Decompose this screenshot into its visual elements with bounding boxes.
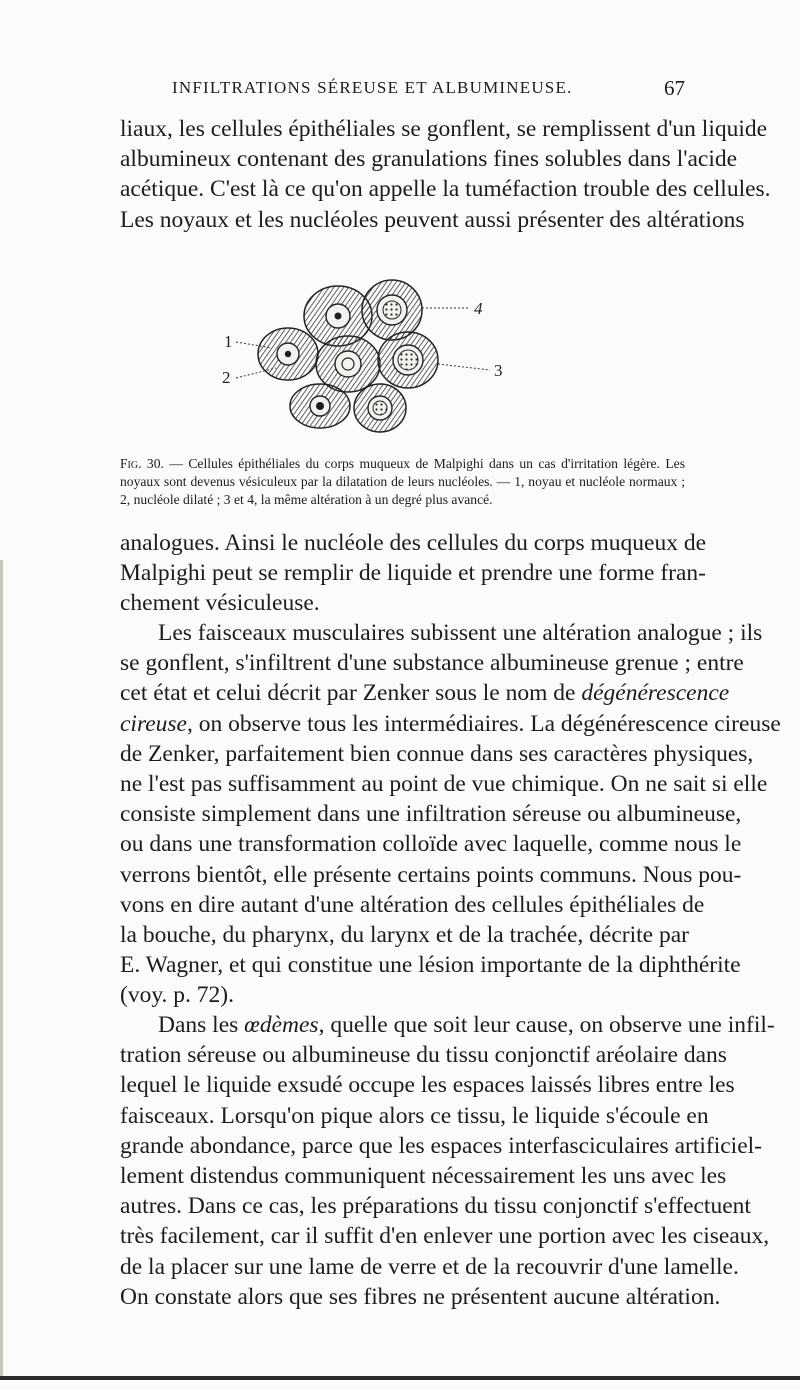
text-line: ou dans une transformation colloïde avec laquelle, comme nous le	[120, 831, 742, 858]
text-run: Dans les	[158, 1012, 245, 1038]
text-line	[120, 678, 730, 708]
text-line: acétique. C'est là ce qu'on appelle la tuméfaction trouble des cellules.	[120, 176, 771, 203]
paragraph-analogues	[120, 528, 707, 619]
running-head	[120, 78, 685, 102]
text-line: lequel le liquide exsudé occupe les espaces laissés libres entre les	[120, 1072, 735, 1099]
text-line: autres. Dans ce cas, les préparations du tissu conjonctif s'effectuent	[120, 1193, 751, 1220]
text-line: (voy. p. 72).	[120, 982, 235, 1009]
caption-line: noyaux sont devenus vésiculeux par la dilatation de leurs nucléoles. — 1, noyau et nucléole normaux ;	[120, 474, 685, 489]
caption-line	[120, 455, 685, 473]
dilated-nucleolus	[373, 401, 387, 415]
text-line: E. Wagner, et qui constitue une lésion importante de la diphthérite	[120, 952, 741, 979]
figure-label-4: 4	[474, 299, 483, 318]
text-line: se gonflent, s'infiltrent d'une substance albumineuse grenue ; entre	[120, 650, 744, 677]
page-number: 67	[664, 76, 685, 100]
text-line: analogues. Ainsi le nucléole des cellules du corps muqueux de	[120, 530, 707, 556]
italic-term: cireuse	[120, 710, 187, 737]
text-line: Les faisceaux musculaires subissent une altération analogue ; ils	[158, 620, 763, 646]
paragraph-oedemes	[120, 1010, 775, 1312]
text-line: albumineux contenant des granulations fines solubles dans l'acide	[120, 146, 738, 173]
text-line: Les noyaux et les nucléoles peuvent aussi présenter des altérations	[120, 206, 745, 233]
cell-illustration	[220, 268, 510, 438]
text-run: , on observe tous les intermédiaires. La dégénérescence cireuse	[187, 710, 781, 737]
text-line: ne l'est pas suffisamment au point de vue chimique. On ne sait si elle	[120, 771, 768, 798]
paragraph-top	[120, 114, 771, 235]
text-line: grande abondance, parce que les espaces interfasciculaires artificiel-	[120, 1132, 762, 1159]
text-line: liaux, les cellules épithéliales se gonflent, se remplissent d'un liquide	[120, 116, 768, 142]
text-run: , quelle que soit leur cause, on observe une infil-	[318, 1012, 775, 1038]
text-line: de Zenker, parfaitement bien connue dans ses caractères physiques,	[120, 740, 754, 767]
text-line: vons en dire autant d'une altération des cellules épithéliales de	[120, 891, 705, 918]
text-line: verrons bientôt, elle présente certains points communs. Nous pou-	[120, 861, 742, 888]
text-line: On constate alors que ses fibres ne présentent aucune altération.	[120, 1283, 721, 1310]
dilated-nucleolus	[342, 358, 354, 370]
text-line: très facilement, car il suffit d'en enlever une portion avec les ciseaux,	[120, 1223, 770, 1250]
paragraph-zenker	[120, 618, 781, 1011]
figure-label-3: 3	[494, 361, 503, 380]
text-line: la bouche, du pharynx, du larynx et de la trachée, décrite par	[120, 922, 689, 949]
figure-epithelial-cells	[220, 268, 510, 438]
text-line: faisceaux. Lorsqu'on pique alors ce tissu, le liquide s'écoule en	[120, 1102, 709, 1129]
page-edge-shadow	[0, 560, 3, 1376]
text-line: lement distendus communiquent nécessairement les uns avec les	[120, 1163, 727, 1190]
text-line	[120, 1010, 775, 1040]
text-line	[120, 709, 781, 739]
cell-cluster	[258, 280, 438, 432]
text-line: consiste simplement dans une infiltration séreuse ou albumineuse,	[120, 801, 742, 828]
italic-term: œdèmes	[244, 1012, 319, 1038]
running-title: INFILTRATIONS SÉREUSE ET ALBUMINEUSE.	[172, 78, 573, 97]
dilated-nucleolus	[398, 350, 418, 370]
page-bottom-edge	[0, 1376, 800, 1380]
caption-line: 2, nucléole dilaté ; 3 et 4, la même altération à un degré plus avancé.	[120, 492, 493, 507]
figure-label-2: 2	[222, 368, 231, 387]
text-line: Malpighi peut se remplir de liquide et prendre une forme fran-	[120, 560, 706, 587]
caption-text: — Cellules épithéliales du corps muqueux de Malpighi dans un cas d'irritation légère. Les	[163, 456, 685, 471]
text-line: tration séreuse ou albumineuse du tissu conjonctif aréolaire dans	[120, 1042, 727, 1069]
text-line: chement vésiculeuse.	[120, 590, 320, 617]
figure-caption	[120, 455, 685, 509]
figure-number: Fig. 30.	[120, 456, 164, 471]
italic-term: dégénérescence	[581, 680, 730, 707]
nucleolus	[335, 313, 342, 320]
text-run: cet état et celui décrit par Zenker sous le nom de	[120, 680, 582, 707]
dilated-nucleolus	[383, 301, 401, 319]
nucleolus	[316, 402, 324, 410]
text-line: de la placer sur une lame de verre et de la recouvrir d'une lamelle.	[120, 1253, 739, 1280]
figure-label-1: 1	[224, 332, 233, 351]
nucleolus	[285, 351, 291, 357]
